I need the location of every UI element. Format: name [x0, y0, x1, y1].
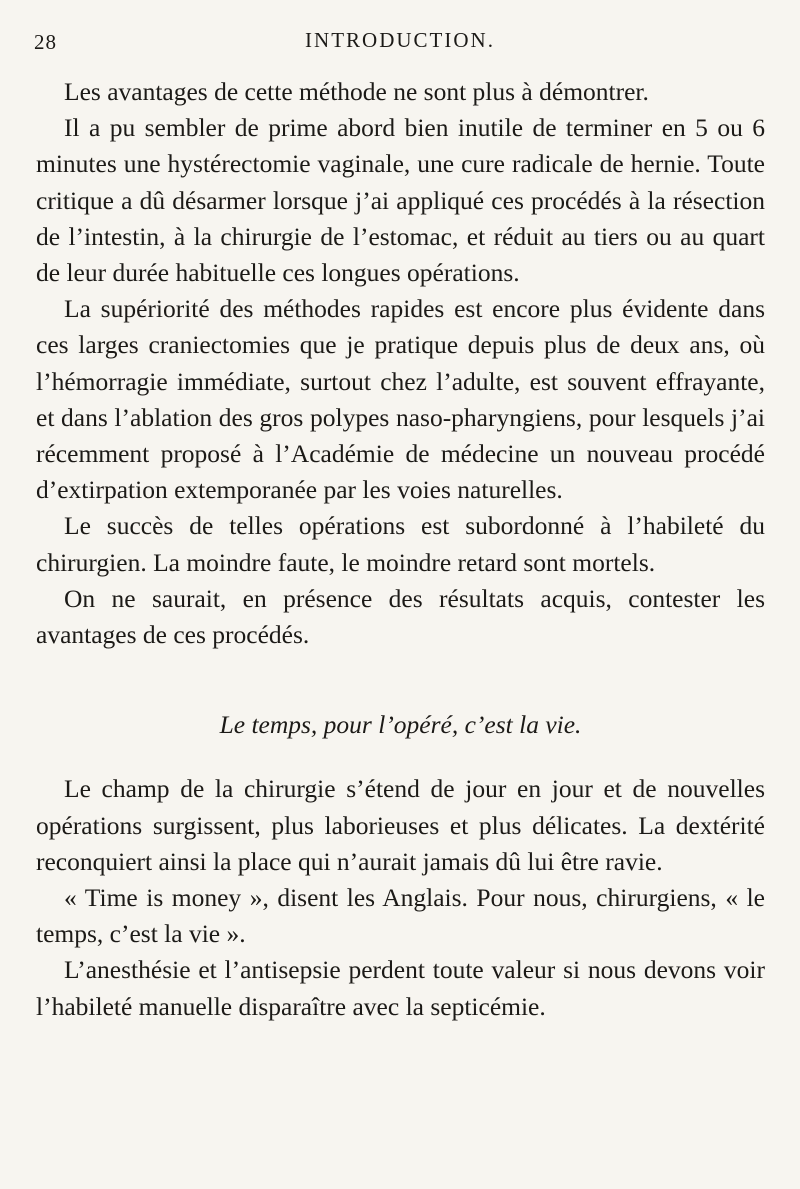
paragraph: Les avantages de cette méthode ne sont plus à démontrer.: [64, 77, 649, 106]
paragraph: Le champ de la chirurgie s’étend de jour en jour et de nouvelles opérations surgissent, plus laborieuses et plus délicates. La dextérité reconquiert ainsi la place qui n’aurait jamais dû lui être ravie.: [36, 774, 765, 876]
running-title: INTRODUCTION.: [305, 28, 495, 52]
italic-maxim: Le temps, pour l’opéré, c’est la vie.: [219, 710, 582, 740]
running-head: [34, 28, 766, 64]
body-text: [36, 74, 765, 1025]
paragraph: L’anesthésie et l’antisepsie perdent toute valeur si nous devons voir l’habileté manuelle disparaître avec la septicémie.: [36, 955, 765, 1021]
paragraph: « Time is money », disent les Anglais. Pour nous, chirurgiens, « le temps, c’est la vie ».: [36, 883, 765, 949]
page-number: 28: [34, 30, 57, 54]
paragraph: La supériorité des méthodes rapides est encore plus évidente dans ces larges craniectomies que je pratique depuis plus de deux ans, où l’hémorragie immédiate, surtout chez l’adulte, est souvent effrayante, et dans l’ablation des gros polypes naso-pharyngiens, pour lesquels j’ai récemment proposé à l’Académie de médecine un nouveau procédé d’extirpation extemporanée par les voies naturelles.: [36, 294, 765, 505]
paragraph: Le succès de telles opérations est subordonné à l’habileté du chirurgien. La moindre faute, le moindre retard sont mortels.: [36, 511, 765, 577]
paragraph: Il a pu sembler de prime abord bien inutile de terminer en 5 ou 6 minutes une hystérectomie vaginale, une cure radicale de hernie. Toute critique a dû désarmer lorsque j’ai appliqué ces procédés à la résection de l’intestin, à la chirurgie de l’estomac, et réduit au tiers ou au quart de leur durée habituelle ces longues opérations.: [36, 113, 765, 288]
paragraph: On ne saurait, en présence des résultats acquis, contester les avantages de ces procédés.: [36, 583, 765, 650]
